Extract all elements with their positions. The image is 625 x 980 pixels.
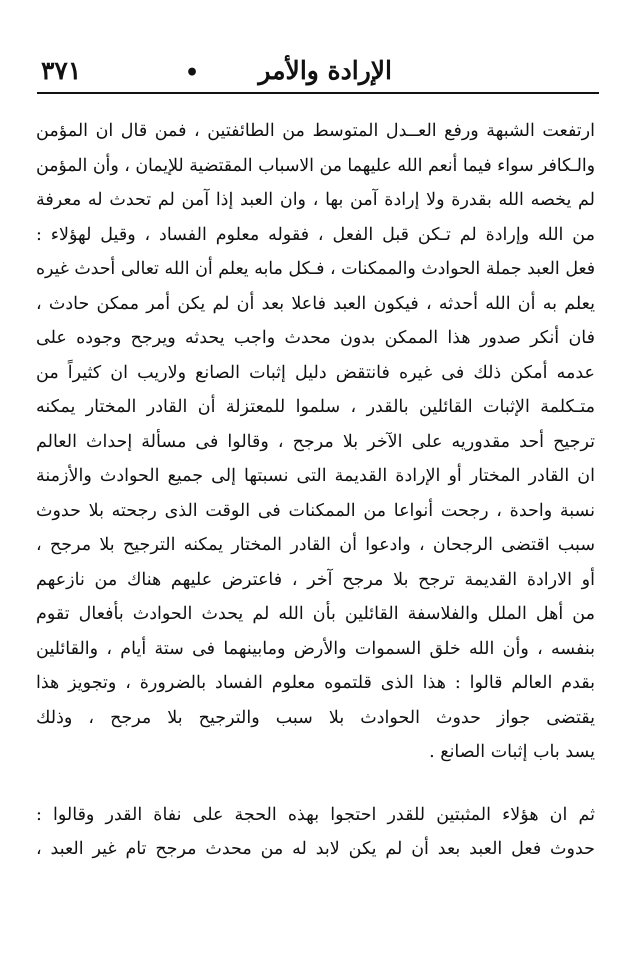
text-line: أو الارادة القديمة ترجح بلا مرجح آخر ، فاعترض عليهم هناك من نازعهم bbox=[36, 569, 595, 590]
text-line: بقدم العالم قالوا : هذا الذى قلتموه معلوم الفساد بالضرورة ، وتجويز هذا bbox=[36, 673, 595, 693]
running-title: الإرادة والأمر bbox=[258, 56, 392, 85]
text-line: ارتفعت الشبهة ورفع العــدل المتوسط من الطائفتين ، فمن قال ان المؤمن bbox=[36, 121, 595, 141]
text-line: متـكلمة الإثبات القائلين بالقدر ، سلموا للمعتزلة أن القادر المختار يمكنه bbox=[36, 397, 595, 417]
text-line: ثم ان هؤلاء المثبتين للقدر احتجوا بهذه الحجة على نفاة القدر وقالوا : bbox=[36, 804, 595, 825]
paragraph-gap bbox=[36, 770, 595, 798]
text-line: نسبة واحدة ، رجحت أنواعا من الممكنات فى الوقت الذى رجحته بلا حدوث bbox=[36, 500, 595, 521]
text-line: يسد باب إثبات الصانع . bbox=[429, 742, 595, 762]
text-line: بنفسه ، وأن الله خلق السموات والأرض ومابينهما فى ستة أيام ، والقائلين bbox=[36, 638, 595, 659]
text-line: من أهل الملل والفلاسفة القائلين بأن الله لم يحدث الحوادث بأفعال تقوم bbox=[36, 604, 595, 624]
text-line: يعلم به أن الله أحدثه ، فيكون العبد فاعلا بعد أن لم يكن أمر ممكن حادث ، bbox=[36, 293, 595, 314]
text-line: حدوث فعل العبد بعد أن لم يكن لابد له من محدث مرجح تام غير العبد ، bbox=[36, 839, 595, 859]
text-line: فعل العبد جملة الحوادث والممكنات ، فـكل مابه يعلم أن الله تعالى أحدث غيره bbox=[36, 259, 595, 279]
page-header bbox=[35, 52, 597, 92]
paragraph-2 bbox=[36, 798, 595, 867]
text-line: سبب اقتضى الرجحان ، وادعوا أن القادر المختار يمكنه الترجيح بلا مرجح ، bbox=[36, 535, 595, 555]
page-number: ٣٧١ bbox=[41, 56, 82, 85]
text-line: ترجيح أحد مقدوريه على الآخر بلا مرجح ، وقالوا فى مسألة إحداث العالم bbox=[36, 431, 595, 452]
text-line: ان القادر المختار أو الإرادة القديمة التى نسبتها إلى جميع الحوادث والأزمنة bbox=[36, 466, 595, 486]
text-line: يقتضى جواز حدوث الحوادث بلا سبب والترجيح بلا مرجح ، وذلك bbox=[36, 707, 595, 728]
text-line: فان أنكر صدور هذا الممكن بدون محدث واجب يحدثه ويرجح وجوده على bbox=[36, 328, 595, 348]
paragraph-1 bbox=[36, 114, 595, 770]
text-line: لم يخصه الله بقدرة ولا إرادة آمن بها ، وان العبد إذا آمن لم تحدث له معرفة bbox=[36, 190, 595, 210]
text-line: من الله وإرادة لم تـكن قبل الفعل ، فقوله معلوم الفساد ، وقيل لهؤلاء : bbox=[36, 224, 595, 245]
text-line: والـكافر سواء فيما أنعم الله عليهما من الاسباب المقتضية للإيمان ، وأن المؤمن bbox=[36, 155, 595, 176]
body-text bbox=[36, 114, 595, 867]
header-separator-dot: • bbox=[184, 60, 199, 86]
text-line: عدمه أمكن ذلك فى غيره فانتقض دليل إثبات الصانع ولاريب ان كثيراً من bbox=[36, 362, 595, 383]
header-rule bbox=[37, 92, 599, 94]
